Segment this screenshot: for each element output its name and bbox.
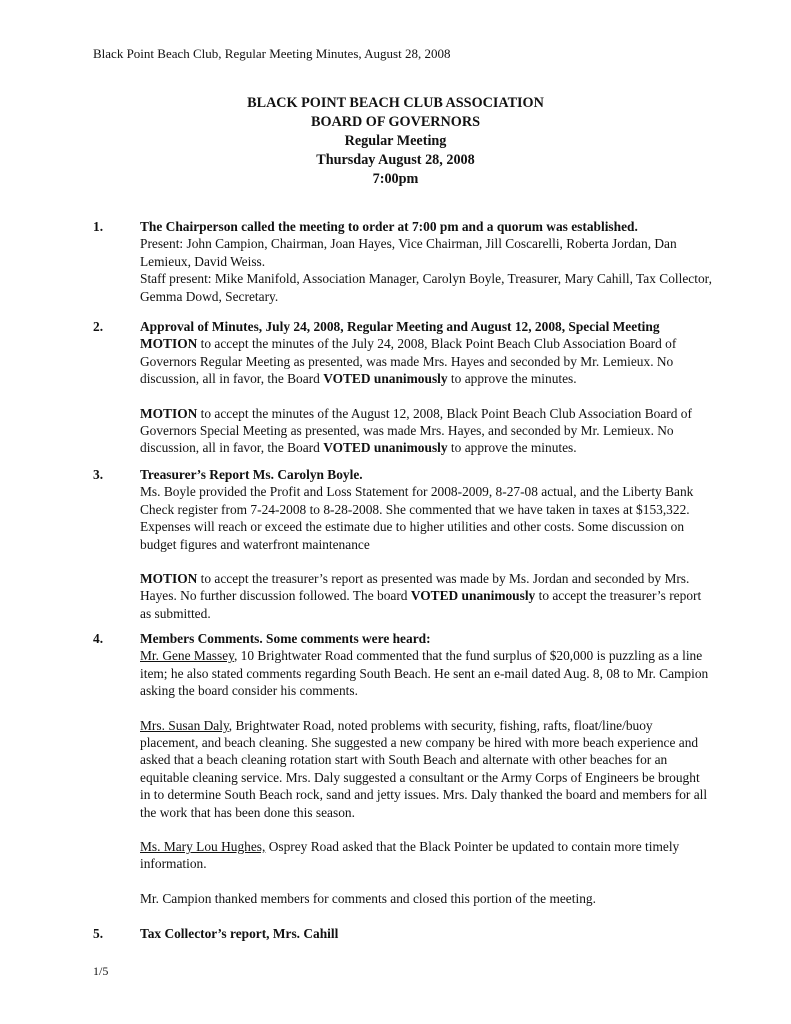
document-title [0,94,791,189]
comment-text: , 10 Brightwater Road commented that the fund surplus of $20,000 is puzzling as a line item; he also stated comments regarding South Beach. He sent an e-mail dated Aug. 8, 08 to Mr. Campion asking the board consider his comments. [140,648,709,699]
title-line-board: BOARD OF GOVERNORS [311,114,480,130]
page-number: 1/5 [93,964,109,978]
staff-present: Staff present: Mike Manifold, Association Manager, Carolyn Boyle, Treasurer, Mary Cahill, Tax Collector, Gemma Dowd, Secretary. [140,271,712,304]
item-number: 4. [93,631,104,646]
motion-text-end: to approve the minutes. [447,371,577,387]
member-comment [140,838,713,873]
agenda-item-5 [93,925,713,942]
item-number: 5. [93,926,104,941]
item-heading: Approval of Minutes, July 24, 2008, Regular Meeting and August 12, 2008, Special Meeting [140,319,660,334]
motion-label: MOTION [140,405,198,421]
item-heading: Treasurer’s Report Ms. Carolyn Boyle. [140,467,363,482]
agenda-item-4 [93,630,713,907]
member-name: Ms. Mary Lou Hughes, [140,839,266,855]
motion-paragraph [140,335,713,387]
title-line-meeting-type: Regular Meeting [344,133,447,149]
member-comment [140,717,713,821]
vote-label: VOTED unanimously [323,371,448,387]
treasurer-report-text: Ms. Boyle provided the Profit and Loss Statement for 2008-2009, 8-27-08 actual, and the Liberty Bank Check register from 7-24-2008 to 8-28-2008. She commented that we have taken in taxes at $153,322. Expenses will reach or exceed the estimate due to higher utilities and other costs. Some discussion on budget figures and waterfront maintenance [140,484,694,552]
comment-text: , Brightwater Road, noted problems with security, fishing, rafts, float/line/buoy placement, and beach cleaning. She suggested a new company be hired with more beach experience and asked that a beach cleaning rotation start with South Beach and alternate with other beaches for an equitable cleaning service. Mrs. Daly suggested a consultant or the Army Corps of Engineers be brought in to determine South Beach rock, sand and jetty issues. Mrs. Daly thanked the board and members for all the work that has been done this season. [140,717,708,820]
item-number: 2. [93,319,104,334]
item-heading: Tax Collector’s report, Mrs. Cahill [140,926,339,941]
agenda-item-2 [93,318,713,457]
title-line-date: Thursday August 28, 2008 [316,152,475,168]
motion-paragraph [140,405,713,457]
comment-text: Osprey Road asked that the Black Pointer be updated to contain more timely information. [140,839,680,872]
agenda-item-1 [93,218,713,305]
member-name: Mrs. Susan Daly [140,717,229,733]
title-line-time: 7:00pm [372,171,419,187]
item-heading: The Chairperson called the meeting to order at 7:00 pm and a quorum was established. [140,219,638,234]
vote-label: VOTED unanimously [410,588,536,604]
closing-statement: Mr. Campion thanked members for comments and closed this portion of the meeting. [140,890,596,906]
motion-text-end: to accept the treasurer’s report as submitted. [140,588,702,621]
present-members: Present: John Campion, Chairman, Joan Hayes, Vice Chairman, Jill Coscarelli, Roberta Jordan, Dan Lemieux, David Weiss. [140,236,677,269]
motion-label: MOTION [140,571,198,587]
member-comment [140,647,713,699]
motion-label: MOTION [140,336,198,352]
motion-text-end: to approve the minutes. [447,440,577,456]
agenda-item-3 [93,466,713,622]
item-number: 3. [93,467,104,482]
item-number: 1. [93,219,104,234]
motion-text: to accept the minutes of the August 12, 2008, Black Point Beach Club Association Board of Governors Special Meeting as presented, was made Mrs. Hayes, and seconded by Mr. Lemieux. No discussion, all in favor, the Board [140,405,692,456]
motion-text: to accept the minutes of the July 24, 2008, Black Point Beach Club Association Board of Governors Regular Meeting as presented, was made Mrs. Hayes and seconded by Mr. Lemieux. No discussion, all in favor, the Board [140,336,677,387]
title-line-association: BLACK POINT BEACH CLUB ASSOCIATION [247,95,544,111]
item-heading: Members Comments. Some comments were heard: [140,631,431,646]
vote-label: VOTED unanimously [323,440,448,456]
running-header: Black Point Beach Club, Regular Meeting Minutes, August 28, 2008 [93,46,451,61]
motion-paragraph [140,570,713,622]
motion-text: to accept the treasurer’s report as presented was made by Ms. Jordan and seconded by Mrs. Hayes. No further discussion followed. The board [140,571,690,604]
member-name: Mr. Gene Massey [140,648,234,664]
